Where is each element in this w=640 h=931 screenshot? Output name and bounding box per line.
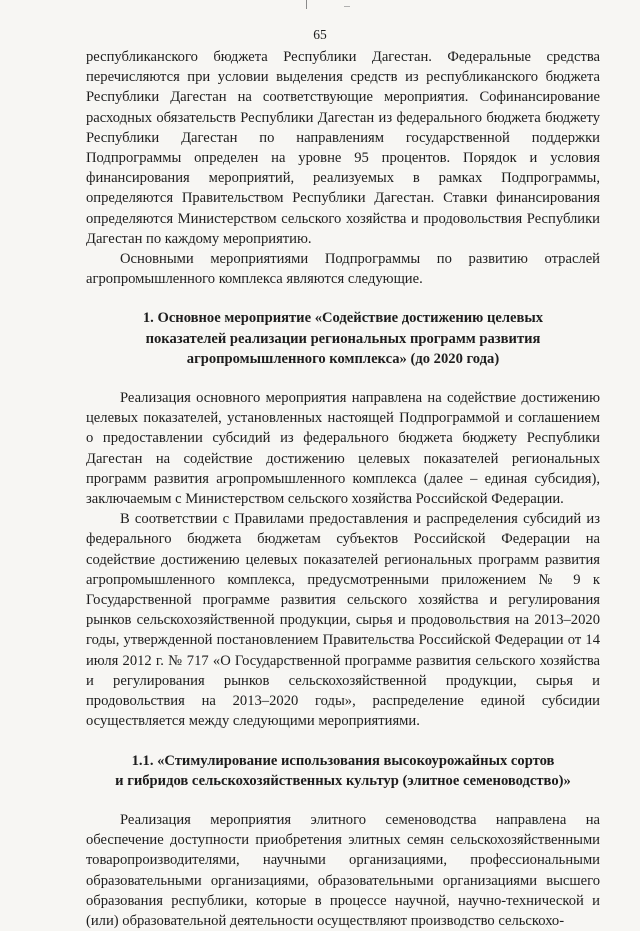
section-heading-line: агропромышленного комплекса» (до 2020 года) xyxy=(186,350,500,367)
page-number: 65 xyxy=(313,27,327,42)
paragraph: Основными мероприятиями Подпрограммы по развитию отраслей агропромышленного комплекса являются следующие. xyxy=(86,251,600,288)
scan-mark xyxy=(344,6,350,7)
subsection-heading-line: и гибридов сельскохозяйственных культур (элитное семеноводство)» xyxy=(115,772,571,789)
section-heading-line: 1. Основное мероприятие «Содействие достижению целевых xyxy=(142,310,544,327)
scan-mark xyxy=(306,0,307,9)
subsection-heading xyxy=(86,751,600,791)
paragraph: Реализация основного мероприятия направлена на содействие достижению целевых показателей, установленных настоящей Подпрограммой и соглашением о предоставлении субсидий из федерального бюджета бюджету Республики Дагестан на содействие достижению целевых показателей региональных программ развития агропромышленного комплекса (далее – единая субсидия), заключаемым с Министерством сельского хозяйства Российской Федерации. xyxy=(86,390,600,508)
section-heading xyxy=(86,308,600,369)
section-heading-line: показателей реализации региональных программ развития xyxy=(145,330,541,347)
paragraph: Реализация мероприятия элитного семеноводства направлена на обеспечение доступности приобретения элитных семян сельскохозяйственными товаропроизводителями, научными организациями, профессиональными образовательными организациями, образовательными организациями высшего образования республики, которые в процессе научной, научно-технической и (или) образовательной деятельности осуществляют производство сельскохо- xyxy=(86,811,600,929)
paragraph: В соответствии с Правилами предоставления и распределения субсидий из федерального бюджета бюджетам субъектов Российской Федерации на содействие достижению целевых показателей региональных программ развития агропромышленного комплекса, предусмотренными приложением № 9 к Государственной программе развития сельского хозяйства и регулирования рынков сельскохозяйственной продукции, сырья и продовольствия на 2013–2020 годы, утвержденной постановлением Правительства Российской Федерации от 14 июля 2012 г. № 717 «О Государственной программе развития сельского хозяйства и регулирования рынков сельскохозяйственной продукции, сырья и продовольствия на 2013–2020 годы», распределение единой субсидии осуществляется между следующими мероприятиями. xyxy=(86,511,600,730)
document-body xyxy=(86,47,600,931)
subsection-heading-line: 1.1. «Стимулирование использования высокоурожайных сортов xyxy=(131,752,555,769)
paragraph: республиканского бюджета Республики Дагестан. Федеральные средства перечисляются при условии выделения средств из республиканского бюджета Республики Дагестан на соответствующие мероприятия. Софинансирование расходных обязательств Республики Дагестан из федерального бюджета бюджету Республики Дагестан по направлениям государственной поддержки Подпрограммы определен на уровне 95 процентов. Порядок и условия финансирования мероприятий, реализуемых в рамках Подпрограммы, определяются Правительством Республики Дагестан. Ставки финансирования определяются Министерством сельского хозяйства и продовольствия Республики Дагестан по каждому мероприятию. xyxy=(86,49,600,247)
